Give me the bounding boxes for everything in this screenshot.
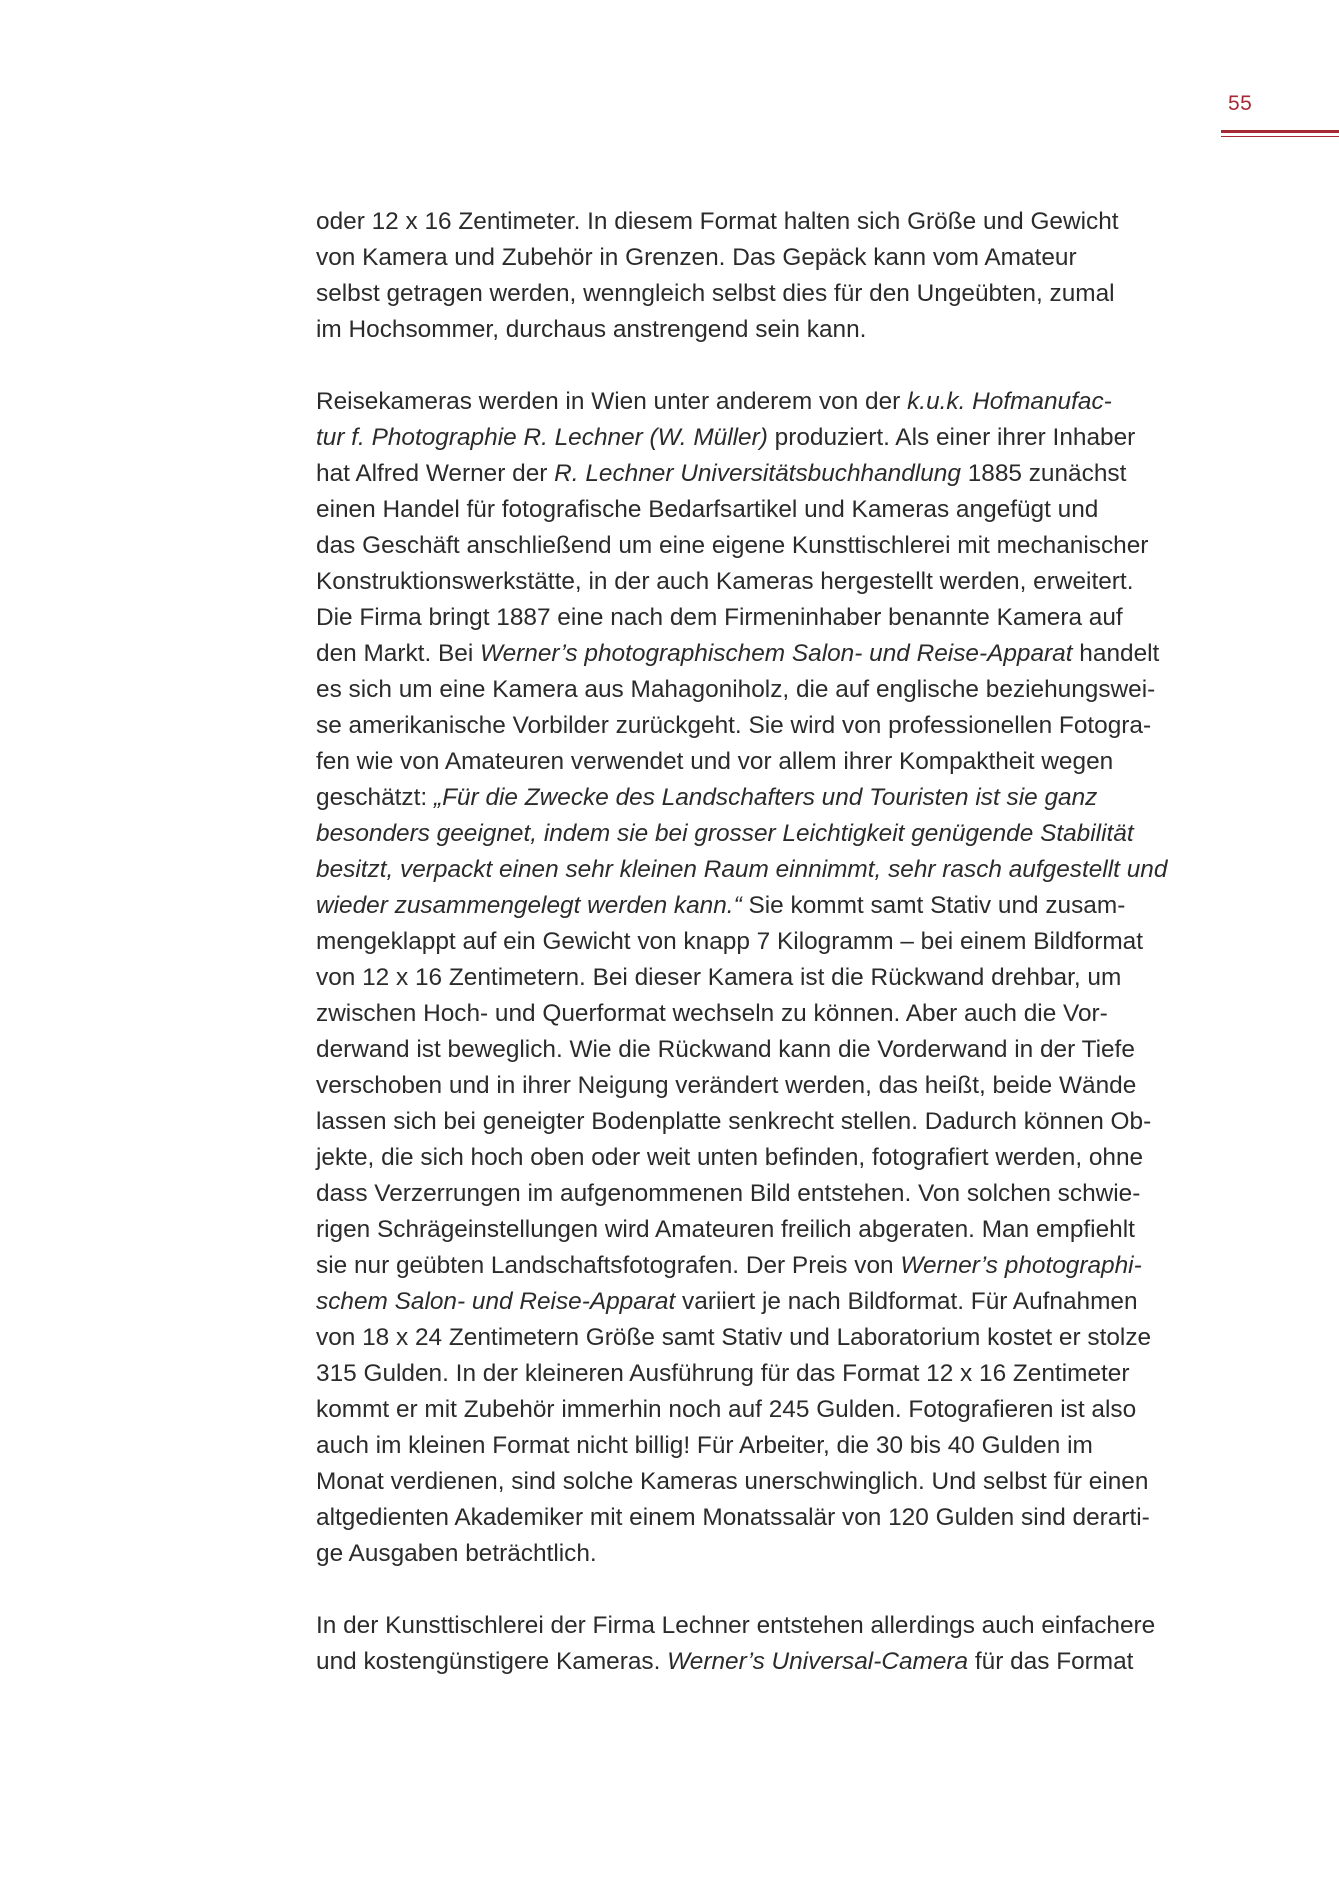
italic-text-segment: besonders geeignet, indem sie bei grosser Leichtigkeit genügende Stabilität xyxy=(316,820,1134,847)
text-line xyxy=(316,1140,1214,1176)
text-line xyxy=(316,1356,1214,1392)
italic-text-segment: wieder zusammengelegt werden kann.“ xyxy=(316,892,742,919)
italic-text-segment: „Für die Zwecke des Landschafters und Touristen ist sie ganz xyxy=(433,784,1098,811)
text-segment: auch im kleinen Format nicht billig! Für Arbeiter, die 30 bis 40 Gulden im xyxy=(316,1432,1093,1459)
text-line xyxy=(316,816,1214,852)
text-segment: Die Firma bringt 1887 eine nach dem Firmeninhaber benannte Kamera auf xyxy=(316,604,1123,631)
paragraph-3 xyxy=(316,1608,1214,1680)
text-line xyxy=(316,1644,1214,1680)
text-line xyxy=(316,204,1214,240)
text-line xyxy=(316,600,1214,636)
header-rule-thick xyxy=(1221,130,1339,133)
text-line xyxy=(316,1176,1214,1212)
paragraph-2 xyxy=(316,384,1214,1572)
text-segment: im Hochsommer, durchaus anstrengend sein kann. xyxy=(316,316,867,343)
paragraph-gap xyxy=(316,1572,1214,1608)
text-line xyxy=(316,672,1214,708)
text-line xyxy=(316,1284,1214,1320)
italic-text-segment: besitzt, verpackt einen sehr kleinen Raum einnimmt, sehr rasch aufgestellt und xyxy=(316,856,1168,883)
italic-text-segment: schem Salon- und Reise-Apparat xyxy=(316,1288,676,1315)
text-segment: variiert je nach Bildformat. Für Aufnahmen xyxy=(675,1288,1138,1315)
italic-text-segment: R. Lechner Universitätsbuchhandlung xyxy=(554,460,961,487)
header-rule-thin xyxy=(1221,136,1339,137)
text-segment: das Geschäft anschließend um eine eigene Kunsttischlerei mit mechanischer xyxy=(316,532,1149,559)
paragraph-gap xyxy=(316,348,1214,384)
text-segment: In der Kunsttischlerei der Firma Lechner entstehen allerdings auch einfachere xyxy=(316,1612,1156,1639)
text-segment: jekte, die sich hoch oben oder weit unten befinden, fotografiert werden, ohne xyxy=(316,1144,1144,1171)
text-segment: und kostengünstigere Kameras. xyxy=(316,1648,668,1675)
paragraph-1 xyxy=(316,204,1214,348)
italic-text-segment: tur f. Photographie R. Lechner (W. Müller) xyxy=(316,424,768,451)
body-text xyxy=(316,204,1214,1680)
text-line xyxy=(316,1464,1214,1500)
text-segment: zwischen Hoch- und Querformat wechseln zu können. Aber auch die Vor- xyxy=(316,1000,1108,1027)
text-line xyxy=(316,528,1214,564)
text-line xyxy=(316,960,1214,996)
text-segment: einen Handel für fotografische Bedarfsartikel und Kameras angefügt und xyxy=(316,496,1099,523)
text-line xyxy=(316,240,1214,276)
text-line xyxy=(316,1068,1214,1104)
text-segment: selbst getragen werden, wenngleich selbst dies für den Ungeübten, zumal xyxy=(316,280,1115,307)
text-line xyxy=(316,636,1214,672)
text-line xyxy=(316,1536,1214,1572)
text-line xyxy=(316,1320,1214,1356)
text-segment: Reisekameras werden in Wien unter anderem von der xyxy=(316,388,908,415)
text-line xyxy=(316,1248,1214,1284)
text-line xyxy=(316,708,1214,744)
text-line xyxy=(316,564,1214,600)
text-segment: Sie kommt samt Stativ und zusam- xyxy=(741,892,1126,919)
text-line xyxy=(316,1104,1214,1140)
italic-text-segment: Werner’s Universal-Camera xyxy=(667,1648,969,1675)
text-line xyxy=(316,1428,1214,1464)
text-line xyxy=(316,924,1214,960)
text-segment: Konstruktionswerkstätte, in der auch Kameras hergestellt werden, erweitert. xyxy=(316,568,1134,595)
text-segment: von 12 x 16 Zentimetern. Bei dieser Kamera ist die Rückwand drehbar, um xyxy=(316,964,1122,991)
text-line xyxy=(316,384,1214,420)
italic-text-segment: Werner’s photographischem Salon- und Reise-Apparat xyxy=(480,640,1073,667)
text-line xyxy=(316,492,1214,528)
text-line xyxy=(316,420,1214,456)
text-segment: derwand ist beweglich. Wie die Rückwand kann die Vorderwand in der Tiefe xyxy=(316,1036,1135,1063)
text-line xyxy=(316,456,1214,492)
text-line xyxy=(316,996,1214,1032)
text-segment: verschoben und in ihrer Neigung verändert werden, das heißt, beide Wände xyxy=(316,1072,1137,1099)
text-line xyxy=(316,780,1214,816)
text-segment: es sich um eine Kamera aus Mahagoniholz, die auf englische beziehungswei- xyxy=(316,676,1156,703)
text-line xyxy=(316,888,1214,924)
text-segment: handelt xyxy=(1072,640,1160,667)
text-segment: sie nur geübten Landschaftsfotografen. Der Preis von xyxy=(316,1252,901,1279)
text-segment: für das Format xyxy=(968,1648,1134,1675)
text-segment: lassen sich bei geneigter Bodenplatte senkrecht stellen. Dadurch können Ob- xyxy=(316,1108,1152,1135)
text-segment: ge Ausgaben beträchtlich. xyxy=(316,1540,597,1567)
text-segment: fen wie von Amateuren verwendet und vor allem ihrer Kompaktheit wegen xyxy=(316,748,1114,775)
text-line xyxy=(316,1212,1214,1248)
text-segment: produziert. Als einer ihrer Inhaber xyxy=(767,424,1136,451)
text-segment: mengeklappt auf ein Gewicht von knapp 7 Kilogramm – bei einem Bildformat xyxy=(316,928,1144,955)
text-segment: se amerikanische Vorbilder zurückgeht. Sie wird von professionellen Fotogra- xyxy=(316,712,1152,739)
text-segment: Monat verdienen, sind solche Kameras unerschwinglich. Und selbst für einen xyxy=(316,1468,1149,1495)
text-segment: geschätzt: xyxy=(316,784,434,811)
text-line xyxy=(316,276,1214,312)
text-segment: von Kamera und Zubehör in Grenzen. Das Gepäck kann vom Amateur xyxy=(316,244,1077,271)
text-segment: rigen Schrägeinstellungen wird Amateuren freilich abgeraten. Man empfiehlt xyxy=(316,1216,1135,1243)
text-segment: von 18 x 24 Zentimetern Größe samt Stativ und Laboratorium kostet er stolze xyxy=(316,1324,1152,1351)
text-line xyxy=(316,1392,1214,1428)
text-segment: dass Verzerrungen im aufgenommenen Bild entstehen. Von solchen schwie- xyxy=(316,1180,1141,1207)
text-segment: den Markt. Bei xyxy=(316,640,481,667)
page-number: 55 xyxy=(1228,92,1253,115)
text-line xyxy=(316,1032,1214,1068)
text-line xyxy=(316,852,1214,888)
text-segment: hat Alfred Werner der xyxy=(316,460,555,487)
text-line xyxy=(316,1608,1214,1644)
italic-text-segment: k.u.k. Hofmanufac- xyxy=(907,388,1112,415)
text-line xyxy=(316,312,1214,348)
text-line xyxy=(316,1500,1214,1536)
italic-text-segment: Werner’s photographi- xyxy=(900,1252,1142,1279)
text-segment: kommt er mit Zubehör immerhin noch auf 245 Gulden. Fotografieren ist also xyxy=(316,1396,1137,1423)
text-segment: altgedienten Akademiker mit einem Monatssalär von 120 Gulden sind derarti- xyxy=(316,1504,1150,1531)
text-segment: oder 12 x 16 Zentimeter. In diesem Format halten sich Größe und Gewicht xyxy=(316,208,1119,235)
text-segment: 315 Gulden. In der kleineren Ausführung für das Format 12 x 16 Zentimeter xyxy=(316,1360,1130,1387)
text-segment: 1885 zunächst xyxy=(960,460,1127,487)
text-line xyxy=(316,744,1214,780)
